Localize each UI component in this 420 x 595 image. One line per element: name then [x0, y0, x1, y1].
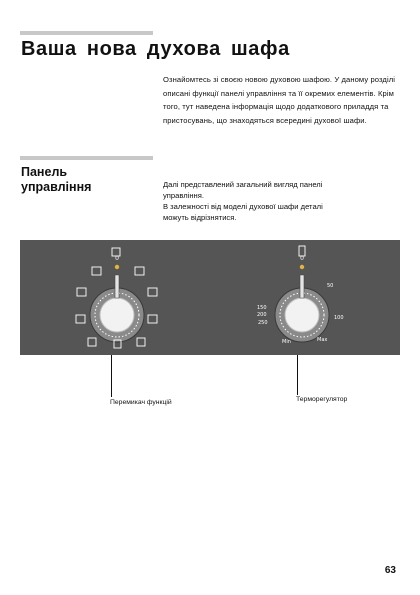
- page-number: 63: [384, 565, 396, 576]
- page-title: Ваша нова духова шафа: [21, 38, 290, 60]
- section-body-line: управління.: [163, 191, 204, 200]
- fan-heat-icon: [148, 288, 157, 296]
- scale-label-100: 100: [334, 315, 344, 321]
- function-selector-label: Перемикач функцій: [110, 399, 172, 406]
- scale-label-max: Max: [317, 337, 328, 343]
- scale-label-250: 250: [258, 320, 268, 326]
- scale-label-200: 200: [257, 312, 267, 318]
- lamp-icon: [148, 315, 157, 323]
- section-title-line: Панель: [21, 165, 68, 179]
- thermostat-knob-zero-label: 0: [300, 255, 304, 262]
- function-knob-zero-label: 0: [115, 255, 119, 262]
- top-rule: [20, 31, 153, 35]
- function-selector-leader-line: [111, 355, 112, 397]
- thermostat-knob: [257, 246, 344, 345]
- thermostat-knob-pointer: [300, 275, 304, 298]
- thermostat-indicator-light: [300, 265, 304, 269]
- control-panel-illustration: [20, 240, 400, 355]
- defrost-fan-icon: [77, 288, 86, 296]
- function-selector-knob: [76, 248, 157, 348]
- 3d-hot-air-icon: [137, 338, 145, 346]
- section-body-line: В залежності від моделі духової шафи деталі: [163, 202, 323, 211]
- control-panel-drawing: [20, 240, 400, 355]
- section-title-line: управління: [21, 180, 92, 194]
- section-body-line: можуть відрізнятися.: [163, 213, 237, 222]
- grill-icon: [135, 267, 144, 275]
- intro-paragraph: Ознайомтесь зі своєю новою духовою шафою. У даному розділі описані функції панелі управління та її окремих елементів. Крім того, тут наведена інформація щодо додаткового приладдя та пристосувань, що знаходяться всередині духової шафи.: [163, 75, 396, 125]
- thermostat-label: Терморегулятор: [296, 396, 348, 403]
- top-heat-icon: [92, 267, 101, 275]
- scale-label-min: Min: [282, 339, 291, 345]
- section-body: [163, 179, 403, 223]
- function-indicator-light: [115, 265, 119, 269]
- scale-label-50: 50: [327, 283, 334, 289]
- thermostat-knob-cap: [285, 298, 319, 332]
- function-knob-pointer: [115, 275, 119, 298]
- section-body-line: Далі представлений загальний вигляд панелі: [163, 180, 323, 189]
- bottom-heat-icon: [88, 338, 96, 346]
- thermostat-leader-line: [297, 355, 298, 395]
- function-knob-cap: [100, 298, 134, 332]
- section-title: [21, 165, 91, 195]
- pizza-icon: [76, 315, 85, 323]
- scale-label-150: 150: [257, 305, 267, 311]
- section-rule: [20, 156, 153, 160]
